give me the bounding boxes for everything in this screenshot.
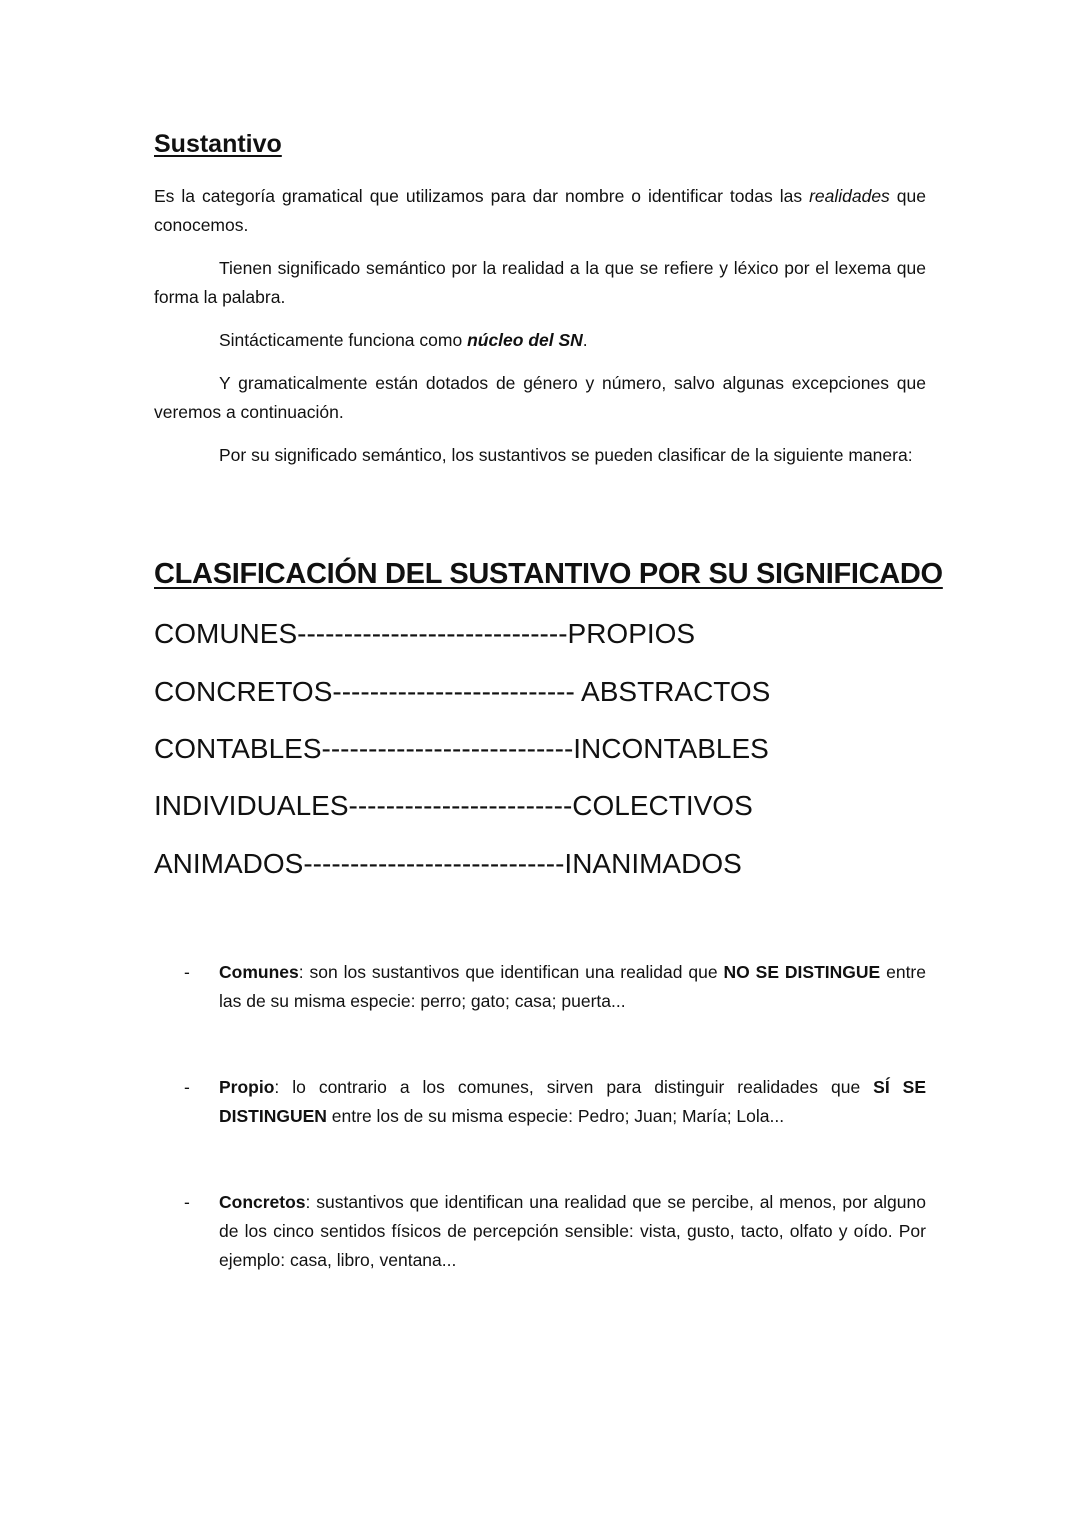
definition-comunes-term: Comunes <box>219 962 299 982</box>
classification-pair-comunes: COMUNES-----------------------------PROPIOS <box>154 618 696 649</box>
intro-paragraph-1 <box>154 182 926 240</box>
definition-concretos-term: Concretos <box>219 1192 306 1212</box>
classification-pair-animados: ANIMADOS----------------------------INANIMADOS <box>154 848 742 879</box>
intro-p1-italic: realidades <box>809 186 890 206</box>
classification-pair-individuales: INDIVIDUALES------------------------COLECTIVOS <box>154 790 753 821</box>
definition-concretos-text <box>219 1188 926 1275</box>
classification-pair-concretos: CONCRETOS-------------------------- ABSTRACTOS <box>154 676 771 707</box>
list-dash: - <box>184 962 190 982</box>
definition-propio-text-a: : lo contrario a los comunes, sirven para distinguir realidades que <box>274 1077 874 1097</box>
definition-propio-text-b: entre los de su misma especie: Pedro; Juan; María; Lola... <box>326 1106 785 1126</box>
intro-paragraph-2: Tienen significado semántico por la realidad a la que se refiere y léxico por el lexema que forma la palabra. <box>154 258 926 307</box>
definition-comunes-text-b: entre las de su misma especie: perro; gato; casa; puerta... <box>219 962 926 1011</box>
intro-p1-text-b: que conocemos. <box>154 186 926 235</box>
definition-propio-term: Propio <box>219 1077 275 1097</box>
intro-p3-text-b: . <box>582 330 588 350</box>
list-dash: - <box>184 1077 190 1097</box>
intro-p1-text-a: Es la categoría gramatical que utilizamos para dar nombre o identificar todas las <box>154 186 810 206</box>
classification-heading: CLASIFICACIÓN DEL SUSTANTIVO POR SU SIGNIFICADO <box>154 558 943 590</box>
definition-comunes-text-a: : son los sustantivos que identifican una realidad que <box>298 962 724 982</box>
page-title: Sustantivo <box>154 130 282 158</box>
list-dash: - <box>184 1192 190 1212</box>
definition-comunes-text <box>219 958 926 1016</box>
definition-comunes-bold: NO SE DISTINGUE <box>723 962 881 982</box>
intro-p3-bold-italic: núcleo del SN <box>467 330 583 350</box>
definition-propio-bold: SÍ SE DISTINGUEN <box>219 1077 926 1126</box>
intro-paragraph-3 <box>154 326 926 355</box>
intro-paragraph-5: Por su significado semántico, los sustantivos se pueden clasificar de la siguiente manera: <box>219 445 913 465</box>
classification-pair-contables: CONTABLES---------------------------INCONTABLES <box>154 733 769 764</box>
definition-concretos-text-a: : sustantivos que identifican una realidad que se percibe, al menos, por alguno de los cinco sentidos físicos de percepción sensible: vista, gusto, tacto, olfato y oído. Por ejemplo: casa, libro, ventana... <box>219 1192 926 1270</box>
intro-p3-bold <box>467 330 583 350</box>
intro-paragraph-4: Y gramaticalmente están dotados de género y número, salvo algunas excepciones que veremos a continuación. <box>154 373 926 422</box>
definition-propio-text <box>219 1073 926 1131</box>
intro-p3-text-a: Sintácticamente funciona como <box>219 330 468 350</box>
